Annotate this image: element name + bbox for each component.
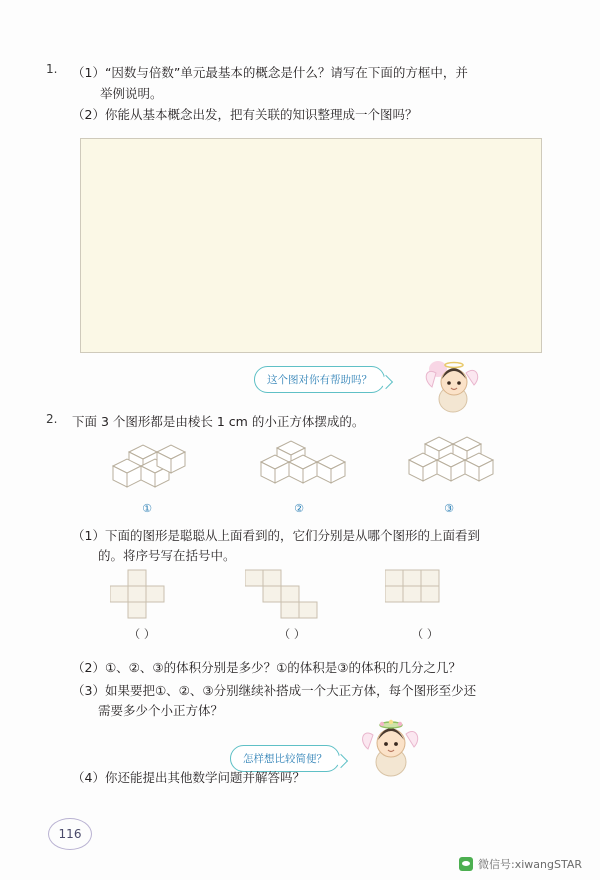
exercise-1-marker: 1.	[46, 62, 58, 76]
top-view-shape-3	[385, 568, 475, 623]
cube-figure-1	[99, 432, 209, 502]
cube-figure-3	[395, 432, 515, 502]
hint-bubble-2: 怎样想比较简便？	[230, 745, 340, 772]
cube-figure-2	[245, 432, 360, 502]
footer-watermark	[459, 856, 582, 872]
top-view-answer-1[interactable]: （ ）	[128, 627, 156, 641]
top-view-answer-3[interactable]: （ ）	[411, 627, 439, 641]
exercise-2-sub-4: （4）你还能提出其他数学问题并解答吗？	[72, 770, 305, 785]
top-view-shapes	[100, 568, 530, 641]
hint-bubble-1: 这个图对你有帮助吗？	[254, 366, 385, 393]
wechat-icon	[459, 857, 473, 871]
exercise-1-line-2: 举例说明。	[100, 86, 163, 101]
angel-character-1	[420, 355, 484, 417]
exercise-2-sub-3-line-1: （3）如果要把①、②、③分别继续补搭成一个大正方体，每个图形至少还	[72, 683, 477, 698]
exercise-2-sub-1-line-1: （1）下面的图形是聪聪从上面看到的，它们分别是从哪个图形的上面看到	[72, 528, 480, 543]
exercise-1	[46, 62, 546, 125]
cube-figures	[75, 432, 535, 522]
footer-text: 微信号:xiwangSTAR	[478, 858, 582, 871]
exercise-2-sub-1-line-2: 的。将序号写在括号中。	[98, 548, 236, 563]
top-view-shape-2	[245, 568, 345, 623]
exercise-1-line-1: （1）“因数与倍数”单元最基本的概念是什么？请写在下面的方框中，并	[72, 65, 468, 80]
cube-caption-1: ①	[142, 502, 152, 515]
exercise-2-sub-3	[72, 681, 542, 721]
exercise-1-line-3: （2）你能从基本概念出发，把有关联的知识整理成一个图吗？	[72, 107, 418, 122]
exercise-2-heading: 下面 3 个图形都是由棱长 1 cm 的小正方体摆成的。	[72, 414, 365, 429]
cube-caption-3: ③	[444, 502, 454, 515]
exercise-2-sub-1	[72, 526, 542, 566]
exercise-2-sub-3-line-2: 需要多少个小正方体？	[98, 703, 224, 718]
cube-caption-2: ②	[294, 502, 304, 515]
top-view-shape-1	[110, 568, 200, 623]
exercise-2	[46, 412, 546, 430]
exercise-2-sub-2: （2）①、②、③的体积分别是多少？①的体积是③的体积的几分之几？	[72, 660, 461, 675]
page-number: 116	[48, 818, 92, 850]
top-view-answer-2[interactable]: （ ）	[278, 627, 306, 641]
answer-box[interactable]	[80, 138, 542, 353]
exercise-2-marker: 2.	[46, 412, 58, 426]
